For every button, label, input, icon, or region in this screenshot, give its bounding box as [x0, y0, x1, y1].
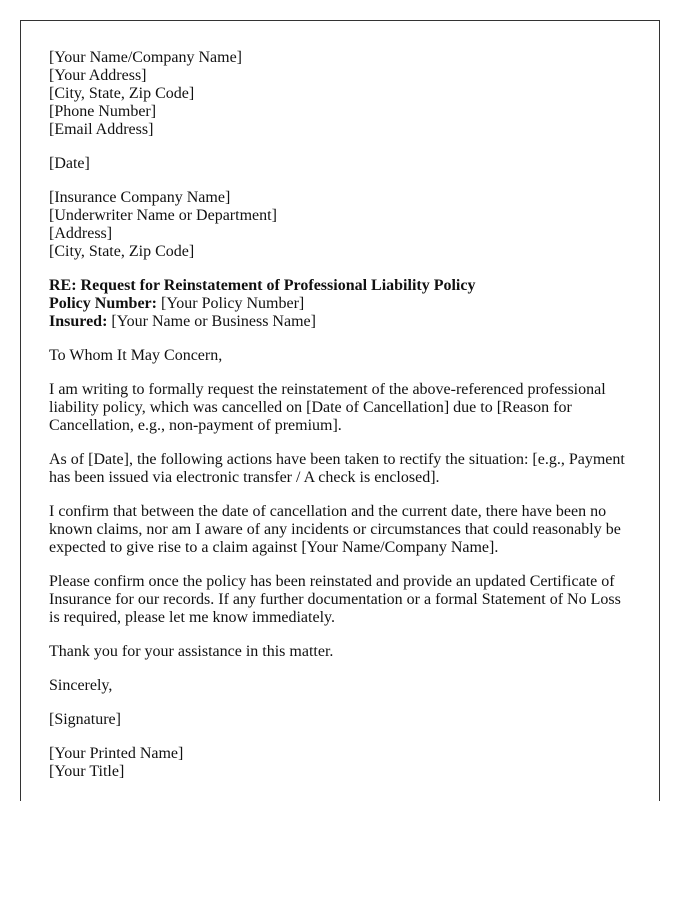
recipient-city-state-zip: [City, State, Zip Code] [49, 243, 195, 260]
signature: [Signature] [49, 711, 121, 728]
sender-email: [Email Address] [49, 121, 154, 138]
sender-address: [Your Address] [49, 67, 147, 84]
paragraph-thanks: Thank you for your assistance in this matter. [49, 643, 334, 660]
salutation: To Whom It May Concern, [49, 347, 223, 364]
date-block [49, 155, 634, 173]
sender-city-state-zip: [City, State, Zip Code] [49, 85, 195, 102]
letter-date: [Date] [49, 155, 90, 172]
recipient-underwriter: [Underwriter Name or Department] [49, 207, 277, 224]
letter-page [20, 20, 660, 801]
signer-title: [Your Title] [49, 763, 125, 780]
closing: Sincerely, [49, 677, 113, 694]
letter-content [49, 49, 634, 797]
paragraph-no-claims: I confirm that between the date of cancellation and the current date, there have been no known claims, nor am I aware of any incidents or circumstances that could reasonably be expected to give rise to a claim against [Your Name/Company Name]. [49, 503, 621, 556]
sender-block [49, 49, 634, 139]
insured-value: [Your Name or Business Name] [107, 313, 316, 330]
signer-block [49, 745, 634, 781]
reference-block [49, 277, 634, 331]
policy-number-line [49, 295, 634, 313]
policy-number-label: Policy Number: [49, 295, 157, 312]
recipient-address: [Address] [49, 225, 113, 242]
recipient-block [49, 189, 634, 261]
insured-line [49, 313, 634, 331]
sender-phone: [Phone Number] [49, 103, 157, 120]
re-line [49, 277, 634, 295]
paragraph-actions: As of [Date], the following actions have been taken to rectify the situation: [e.g., Payment has been issued via electronic transfer / A check is enclosed]. [49, 451, 625, 486]
recipient-company: [Insurance Company Name] [49, 189, 231, 206]
paragraph-request: I am writing to formally request the reinstatement of the above-referenced professional liability policy, which was cancelled on [Date of Cancellation] due to [Reason for Cancellation, e.g., non-payment of premium]. [49, 381, 606, 434]
re-line-text: RE: Request for Reinstatement of Professional Liability Policy [49, 277, 476, 294]
sender-name: [Your Name/Company Name] [49, 49, 243, 66]
insured-label: Insured: [49, 313, 108, 330]
signer-printed-name: [Your Printed Name] [49, 745, 184, 762]
paragraph-confirmation: Please confirm once the policy has been reinstated and provide an updated Certificate of Insurance for our records. If any further documentation or a formal Statement of No Loss is required, please let me know immediately. [49, 573, 621, 626]
policy-number-value: [Your Policy Number] [156, 295, 305, 312]
